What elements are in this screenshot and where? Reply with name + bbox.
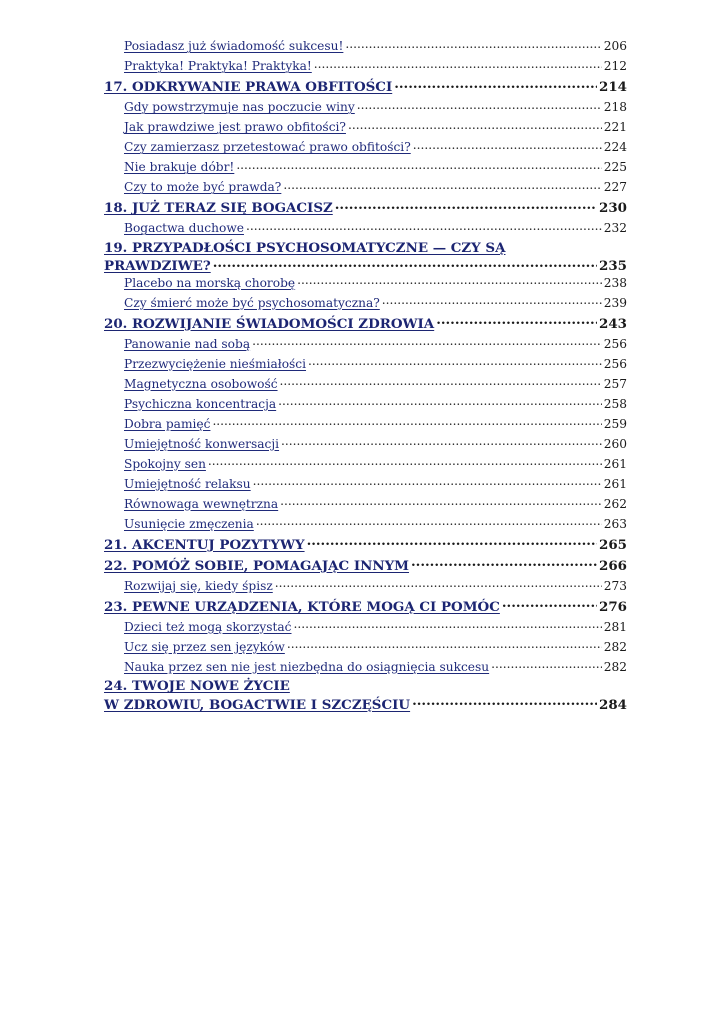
- dot-leader: [253, 475, 602, 487]
- toc-entry-page: 212: [603, 59, 627, 74]
- toc-entry[interactable]: [104, 515, 627, 535]
- dot-leader: [280, 375, 602, 387]
- toc-entry-page: 256: [603, 356, 627, 371]
- toc-entry-title[interactable]: Umiejętność konwersacji: [124, 436, 280, 451]
- toc-chapter[interactable]: [104, 314, 627, 335]
- toc-entry-page: 225: [603, 160, 627, 175]
- toc-chapter[interactable]: [104, 199, 627, 220]
- dot-leader: [413, 139, 602, 151]
- dot-leader: [278, 395, 602, 407]
- toc-entry-title[interactable]: Nie brakuje dóbr!: [124, 160, 235, 175]
- toc-entry[interactable]: [104, 274, 627, 294]
- dot-leader: [236, 159, 601, 171]
- toc-entry[interactable]: [104, 99, 627, 119]
- toc-chapter-title-line1[interactable]: 19. PRZYPADŁOŚCI PSYCHOSOMATYCZNE — CZY SĄ: [104, 240, 506, 256]
- toc-chapter-title[interactable]: 20. ROZWIJANIE ŚWIADOMOŚCI ZDROWIA: [104, 315, 435, 332]
- dot-leader: [345, 38, 601, 50]
- dot-leader: [287, 638, 602, 650]
- toc-entry-title[interactable]: Dzieci też mogą skorzystać: [124, 619, 292, 634]
- toc-entry-page: 206: [603, 39, 627, 54]
- toc-entry[interactable]: [104, 395, 627, 415]
- toc-chapter-page: 230: [599, 200, 627, 217]
- toc-entry-page: 263: [603, 516, 627, 531]
- dot-leader: [294, 618, 602, 630]
- toc-entry[interactable]: [104, 475, 627, 495]
- toc-entry[interactable]: [104, 294, 627, 314]
- dot-leader: [436, 314, 597, 327]
- dot-leader: [212, 415, 601, 427]
- toc-chapter-title-line1[interactable]: 24. TWOJE NOWE ŻYCIE: [104, 678, 290, 695]
- dot-leader: [491, 658, 602, 670]
- dot-leader: [281, 435, 602, 447]
- toc-entry-page: 262: [603, 496, 627, 511]
- dot-leader: [394, 78, 597, 91]
- toc-entry[interactable]: [104, 139, 627, 159]
- toc-entry-page: 221: [603, 120, 627, 135]
- toc-entry-page: 224: [603, 140, 627, 155]
- toc-chapter-page: 284: [599, 696, 627, 713]
- toc-entry-title[interactable]: Usunięcie zmęczenia: [124, 516, 254, 531]
- toc-entry-page: 259: [603, 416, 627, 431]
- toc-chapter-title[interactable]: 23. PEWNE URZĄDZENIA, KTÓRE MOGĄ CI POMÓC: [104, 598, 500, 615]
- toc-entry[interactable]: [104, 618, 627, 638]
- toc-entry-title[interactable]: Nauka przez sen nie jest niezbędna do osiągnięcia sukcesu: [124, 659, 490, 674]
- toc-chapter-title[interactable]: 17. ODKRYWANIE PRAWA OBFITOŚCI: [104, 79, 393, 96]
- toc-entry-title[interactable]: Posiadasz już świadomość sukcesu!: [124, 39, 344, 54]
- toc-entry[interactable]: [104, 435, 627, 455]
- toc-entry[interactable]: [104, 455, 627, 475]
- toc-entry[interactable]: [104, 658, 627, 678]
- toc-entry-title[interactable]: Czy zamierzasz przetestować prawo obfitości?: [124, 140, 411, 155]
- toc-entry[interactable]: [104, 577, 627, 597]
- toc-entry-title[interactable]: Umiejętność relaksu: [124, 476, 251, 491]
- dot-leader: [208, 455, 602, 467]
- toc-entry-page: 257: [603, 376, 627, 391]
- toc-entry[interactable]: [104, 159, 627, 179]
- toc-chapter-page: 266: [599, 557, 627, 574]
- toc-entry-title[interactable]: Dobra pamięć: [124, 416, 211, 431]
- toc-entry[interactable]: [104, 119, 627, 139]
- toc-chapter-page: 235: [599, 258, 627, 275]
- dot-leader: [335, 199, 597, 212]
- dot-leader: [502, 597, 597, 610]
- toc-entry-title[interactable]: Magnetyczna osobowość: [124, 376, 278, 391]
- toc-entry-page: 273: [603, 578, 627, 593]
- toc-entry[interactable]: [104, 375, 627, 395]
- dot-leader: [314, 58, 602, 70]
- toc-chapter[interactable]: [104, 240, 627, 274]
- toc-entry[interactable]: [104, 415, 627, 435]
- toc-chapter-title[interactable]: 22. POMÓŻ SOBIE, POMAGAJĄC INNYM: [104, 557, 410, 574]
- dot-leader: [252, 335, 602, 347]
- toc-entry-title[interactable]: Ucz się przez sen języków: [124, 639, 285, 654]
- toc-chapter-title-line2[interactable]: W ZDROWIU, BOGACTWIE I SZCZĘŚCIU: [104, 696, 411, 713]
- dot-leader: [297, 274, 602, 286]
- dot-leader: [283, 179, 601, 191]
- toc-entry-page: 261: [603, 456, 627, 471]
- toc-entry-page: 239: [603, 295, 627, 310]
- toc-entry[interactable]: [104, 495, 627, 515]
- toc-chapter-page: 265: [599, 536, 627, 553]
- dot-leader: [213, 257, 597, 270]
- toc-entry-title[interactable]: Praktyka! Praktyka! Praktyka!: [124, 59, 312, 74]
- toc-entry-title[interactable]: Rozwijaj się, kiedy śpisz: [124, 578, 273, 593]
- toc-entry-page: 232: [603, 221, 627, 236]
- toc-entry-page: 227: [603, 180, 627, 195]
- toc-entry-title[interactable]: Jak prawdziwe jest prawo obfitości?: [124, 120, 346, 135]
- toc-entry-title[interactable]: Gdy powstrzymuje nas poczucie winy: [124, 100, 355, 115]
- dot-leader: [246, 220, 602, 232]
- toc-entry-page: 282: [603, 639, 627, 654]
- toc-entry[interactable]: [104, 179, 627, 199]
- toc-entry-page: 281: [603, 619, 627, 634]
- toc-chapter-page: 214: [599, 79, 627, 96]
- dot-leader: [256, 515, 602, 527]
- table-of-contents: [104, 38, 627, 713]
- dot-leader: [348, 119, 602, 131]
- toc-entry-page: 260: [603, 436, 627, 451]
- toc-entry-page: 218: [603, 100, 627, 115]
- toc-entry[interactable]: [104, 38, 627, 58]
- dot-leader: [412, 695, 597, 708]
- dot-leader: [275, 577, 602, 589]
- toc-entry-page: 258: [603, 396, 627, 411]
- toc-entry-title[interactable]: Bogactwa duchowe: [124, 221, 244, 236]
- toc-entry-page: 238: [603, 275, 627, 290]
- toc-chapter[interactable]: [104, 678, 627, 712]
- toc-chapter[interactable]: [104, 556, 627, 577]
- toc-entry[interactable]: [104, 220, 627, 240]
- toc-entry-title[interactable]: Czy to może być prawda?: [124, 180, 282, 195]
- toc-entry[interactable]: [104, 58, 627, 78]
- toc-entry-page: 256: [603, 336, 627, 351]
- toc-entry-title[interactable]: Spokojny sen: [124, 456, 206, 471]
- dot-leader: [308, 355, 602, 367]
- toc-entry-title[interactable]: Przezwyciężenie nieśmiałości: [124, 356, 307, 371]
- toc-entry-title[interactable]: Równowaga wewnętrzna: [124, 496, 279, 511]
- toc-entry[interactable]: [104, 355, 627, 375]
- toc-chapter-page: 276: [599, 598, 627, 615]
- toc-entry-title[interactable]: Placebo na morską chorobę: [124, 275, 296, 290]
- toc-entry[interactable]: [104, 335, 627, 355]
- dot-leader: [307, 535, 597, 548]
- toc-chapter-title[interactable]: 21. AKCENTUJ POZYTYWY: [104, 536, 305, 553]
- toc-chapter[interactable]: [104, 597, 627, 618]
- toc-entry-title[interactable]: Panowanie nad sobą: [124, 336, 251, 351]
- toc-entry-page: 261: [603, 476, 627, 491]
- toc-chapter-title-line2[interactable]: PRAWDZIWE?: [104, 258, 211, 275]
- dot-leader: [280, 495, 602, 507]
- dot-leader: [382, 294, 602, 306]
- toc-entry-title[interactable]: Psychiczna koncentracja: [124, 396, 277, 411]
- dot-leader: [357, 99, 602, 111]
- toc-entry-title[interactable]: Czy śmierć może być psychosomatyczna?: [124, 295, 380, 310]
- toc-entry[interactable]: [104, 638, 627, 658]
- toc-chapter-page: 243: [599, 315, 627, 332]
- toc-chapter-title[interactable]: 18. JUŻ TERAZ SIĘ BOGACISZ: [104, 200, 333, 217]
- toc-chapter[interactable]: [104, 78, 627, 99]
- toc-entry-page: 282: [603, 659, 627, 674]
- toc-chapter[interactable]: [104, 535, 627, 556]
- dot-leader: [411, 556, 597, 569]
